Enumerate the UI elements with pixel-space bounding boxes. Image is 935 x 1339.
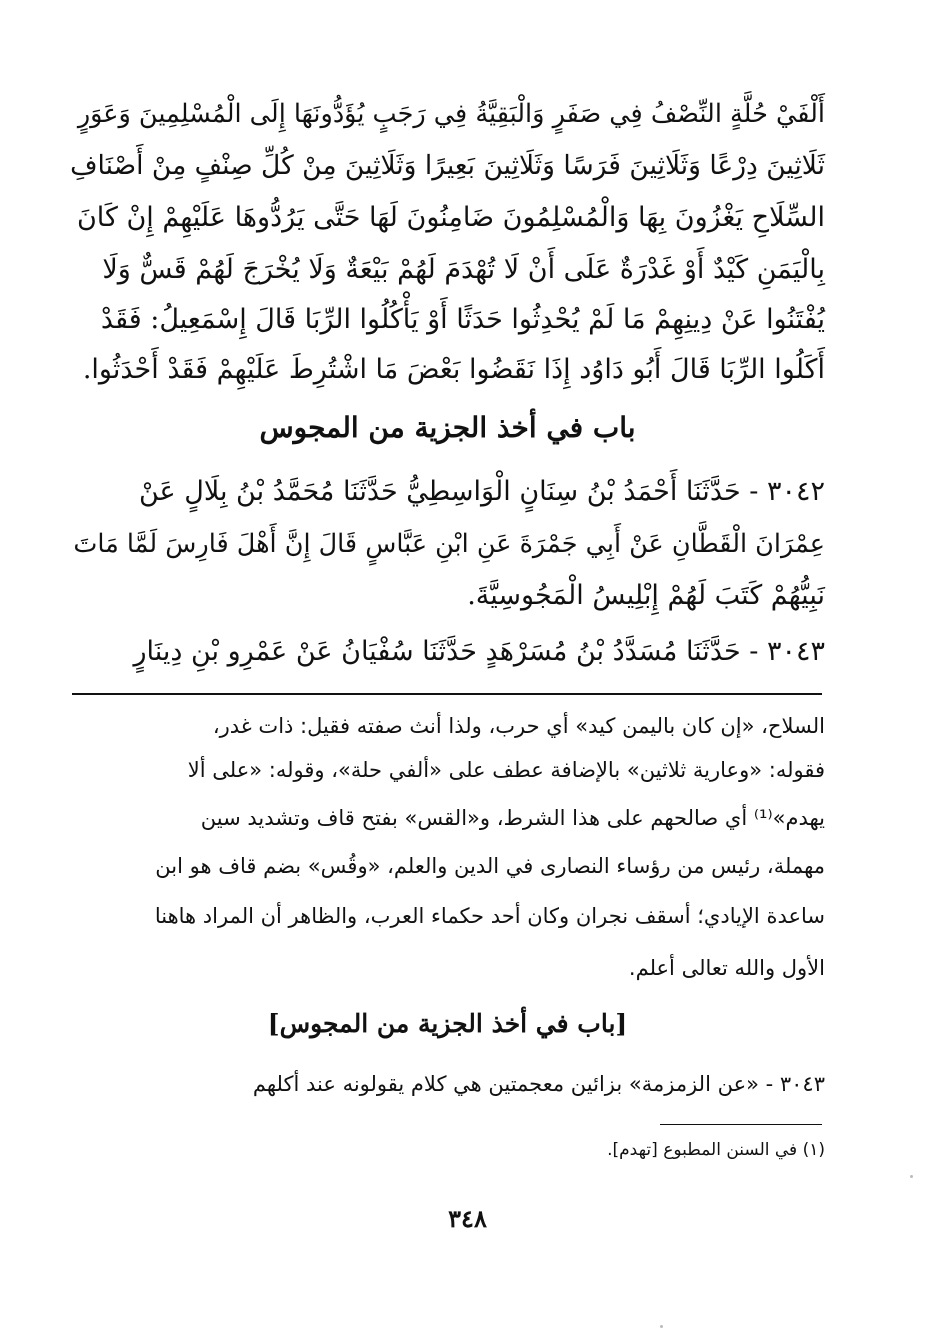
chapter-heading: باب في أخذ الجزية من المجوس [259, 411, 636, 444]
main-text-line: السِّلَاحِ يَغْزُونَ بِهَا وَالْمُسْلِمُونَ ضَامِنُونَ لَهَا حَتَّى يَرُدُّوهَا عَلَيْهِمْ إِنْ كَانَ [76, 202, 825, 233]
main-text-line: أَكَلُوا الرِّبَا قَالَ أَبُو دَاوُد إِذَا نَقَضُوا بَعْضَ مَا اشْتُرِطَ عَلَيْهِمْ فَقَدْ أَحْدَثُوا. [82, 354, 825, 385]
commentary-line: يهدم»⁽¹⁾ أي صالحهم على هذا الشرط، و«القس» بفتح قاف وتشديد سين [200, 806, 825, 830]
commentary-line: الأول والله تعالى أعلم. [628, 956, 825, 980]
section-divider [72, 693, 822, 695]
hadith-3042-line: ٣٠٤٢ - حَدَّثَنَا أَحْمَدُ بْنُ سِنَانٍ الْوَاسِطِيُّ حَدَّثَنَا مُحَمَّدُ بْنُ بِلَالٍ عَنْ [138, 476, 825, 507]
footnote: (١) في السنن المطبوع [تهدم]. [607, 1140, 825, 1160]
footnote-divider [660, 1124, 822, 1125]
commentary-line: فقوله: «وعارية ثلاثين» بالإضافة عطف على «ألفي حلة»، وقوله: «على ألا [187, 758, 825, 782]
scan-speck [660, 1325, 663, 1328]
main-text-line: بِالْيَمَنِ كَيْدٌ أَوْ غَدْرَةٌ عَلَى أَنْ لَا تُهْدَمَ لَهُمْ بَيْعَةٌ وَلَا يُخْرَجَ لَهُمْ قَسٌّ وَلَا [102, 254, 825, 285]
main-text-line: ثَلَاثِينَ دِرْعًا وَثَلَاثِينَ فَرَسًا وَثَلَاثِينَ بَعِيرًا وَثَلَاثِينَ مِنْ كُلِّ صِنْفٍ مِنْ أَصْنَافِ [70, 150, 825, 181]
commentary-line: ساعدة الإيادي؛ أسقف نجران وكان أحد حكماء العرب، والظاهر أن المراد هاهنا [154, 904, 825, 928]
hadith-3042-line: عِمْرَانَ الْقَطَّانِ عَنْ أَبِي جَمْرَةَ عَنِ ابْنِ عَبَّاسٍ قَالَ إِنَّ أَهْلَ فَارِسَ لَمَّا مَاتَ [73, 529, 825, 559]
scan-speck [910, 1175, 913, 1178]
commentary-line: مهملة، رئيس من رؤساء النصارى في الدين والعلم، «وقُس» بضم قاف هو ابن [155, 854, 825, 878]
commentary-note-3043: ٣٠٤٣ - «عن الزمزمة» بزائين معجمتين هي كلام يقولونه عند أكلهم [252, 1072, 825, 1096]
page-number: ٣٤٨ [448, 1204, 487, 1233]
main-text-line: يُفْتَنُوا عَنْ دِينِهِمْ مَا لَمْ يُحْدِثُوا حَدَثًا أَوْ يَأْكُلُوا الرِّبَا قَالَ إِسْمَعِيلُ: فَقَدْ [100, 304, 825, 335]
commentary-line: السلاح، «إن كان باليمن كيد» أي حرب، ولذا أنث صفته فقيل: ذات غدر، [212, 714, 825, 738]
hadith-3043-line: ٣٠٤٣ - حَدَّثَنَا مُسَدَّدُ بْنُ مُسَرْهَدٍ حَدَّثَنَا سُفْيَانُ عَنْ عَمْرِو بْنِ دِينَارٍ [133, 636, 825, 667]
main-text-line: أَلْفَيْ حُلَّةٍ النِّصْفُ فِي صَفَرٍ وَالْبَقِيَّةُ فِي رَجَبٍ يُؤَدُّونَهَا إِلَى الْمُسْلِمِينَ وَعَوَرٍ [77, 99, 825, 129]
commentary-heading: [باب في أخذ الجزية من المجوس] [267, 1009, 628, 1038]
hadith-3042-line: نَبِيُّهُمْ كَتَبَ لَهُمْ إِبْلِيسُ الْمَجُوسِيَّةَ. [467, 580, 825, 611]
